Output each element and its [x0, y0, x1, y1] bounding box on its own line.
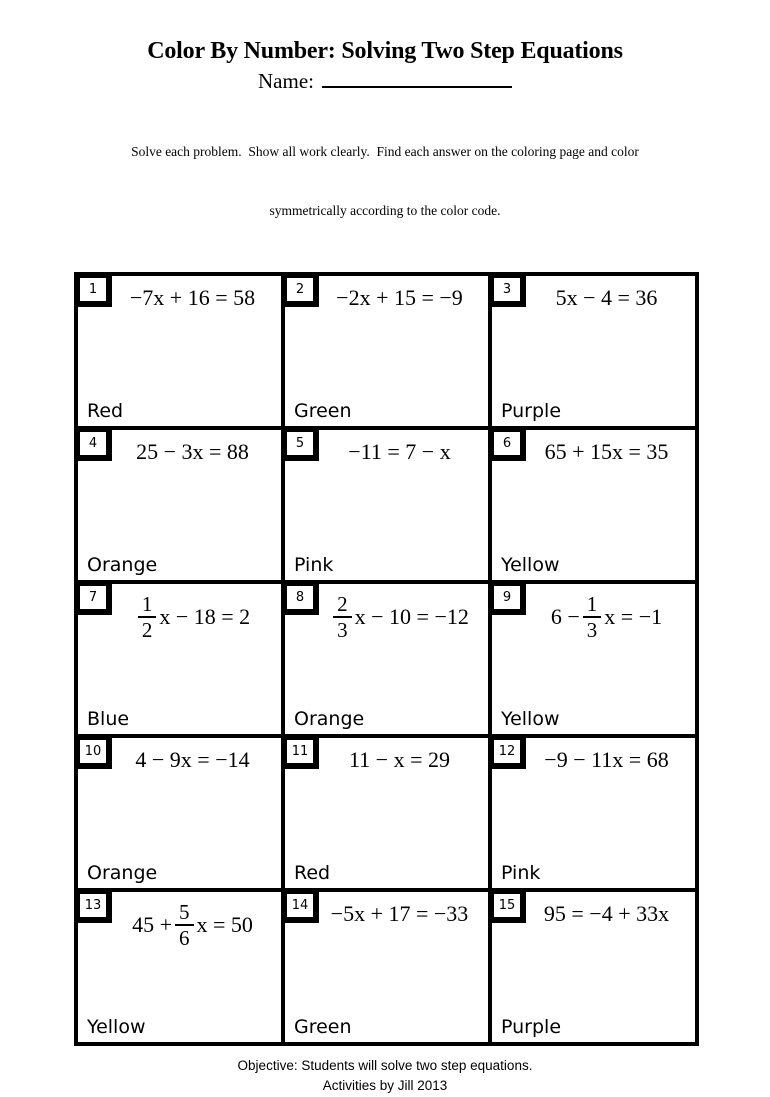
color-label: Pink — [294, 554, 333, 576]
problem-number-badge — [492, 276, 526, 307]
problem-number-badge — [492, 892, 526, 923]
problem-number: 4 — [89, 436, 97, 451]
problem-cell — [285, 276, 488, 426]
problem-number: 14 — [292, 898, 309, 913]
problem-number: 10 — [85, 744, 102, 759]
fraction-denominator: 3 — [583, 616, 602, 641]
problem-number-badge — [285, 738, 319, 769]
fraction-denominator: 3 — [333, 616, 352, 641]
page-title: Color By Number: Solving Two Step Equations — [0, 38, 770, 65]
equation-text: x − 18 = 2 — [159, 604, 250, 630]
problems-grid — [74, 272, 699, 1046]
problem-number: 3 — [503, 282, 511, 297]
color-label: Green — [294, 400, 352, 422]
work-area[interactable] — [84, 798, 275, 856]
work-area[interactable] — [498, 336, 689, 394]
problem-cell — [492, 584, 695, 734]
problem-cell — [285, 892, 488, 1042]
problem-cell — [492, 276, 695, 426]
work-area[interactable] — [84, 952, 275, 1010]
color-label: Orange — [87, 862, 157, 884]
instructions-line-2: symmetrically according to the color code. — [0, 201, 770, 221]
problem-number: 1 — [89, 282, 97, 297]
instructions-line-1: Solve each problem. Show all work clearly. Find each answer on the coloring page and color — [0, 142, 770, 162]
work-area[interactable] — [84, 644, 275, 702]
problem-cell — [492, 738, 695, 888]
equation-text: 95 = −4 + 33x — [544, 901, 669, 927]
equation-text: x = −1 — [604, 604, 662, 630]
problem-cell — [78, 430, 281, 580]
color-label: Blue — [87, 708, 129, 730]
problem-cell — [78, 276, 281, 426]
problem-number: 7 — [89, 590, 97, 605]
fraction-denominator: 6 — [175, 924, 194, 949]
problem-cell — [78, 738, 281, 888]
footer-credit: Activities by Jill 2013 — [0, 1076, 770, 1097]
footer — [0, 1056, 770, 1097]
equation-text: −11 = 7 − x — [348, 439, 450, 465]
problem-number: 5 — [296, 436, 304, 451]
fraction-numerator: 2 — [333, 593, 352, 616]
work-area[interactable] — [498, 798, 689, 856]
color-label: Orange — [87, 554, 157, 576]
color-label: Purple — [501, 1016, 561, 1038]
fraction — [175, 901, 194, 949]
fraction-denominator: 2 — [138, 616, 157, 641]
problem-cell — [78, 584, 281, 734]
fraction-numerator: 1 — [583, 593, 602, 616]
problem-number-badge — [285, 430, 319, 461]
equation-text: 45 + — [132, 912, 172, 938]
name-blank-line[interactable] — [322, 68, 512, 88]
equation-text: −2x + 15 = −9 — [336, 285, 463, 311]
instructions — [0, 103, 770, 260]
work-area[interactable] — [291, 798, 482, 856]
problem-cell — [285, 738, 488, 888]
fraction-numerator: 5 — [175, 901, 194, 924]
problem-number-badge — [285, 276, 319, 307]
work-area[interactable] — [291, 490, 482, 548]
color-label: Pink — [501, 862, 540, 884]
problem-number-badge — [78, 276, 112, 307]
equation-text: 4 − 9x = −14 — [135, 747, 249, 773]
work-area[interactable] — [498, 490, 689, 548]
color-label: Purple — [501, 400, 561, 422]
problem-number-badge — [285, 892, 319, 923]
equation-text: 5x − 4 = 36 — [556, 285, 658, 311]
color-label: Red — [87, 400, 123, 422]
problem-number-badge — [78, 738, 112, 769]
work-area[interactable] — [291, 952, 482, 1010]
work-area[interactable] — [291, 644, 482, 702]
problem-number-badge — [78, 892, 112, 923]
problem-number-badge — [492, 584, 526, 615]
problem-number-badge — [285, 584, 319, 615]
fraction-numerator: 1 — [138, 593, 157, 616]
problem-cell — [285, 584, 488, 734]
color-label: Green — [294, 1016, 352, 1038]
problem-cell — [285, 430, 488, 580]
name-label: Name: — [258, 69, 314, 93]
color-label: Yellow — [87, 1016, 146, 1038]
problem-number: 15 — [499, 898, 516, 913]
equation-text: 11 − x = 29 — [349, 747, 450, 773]
equation-text: −7x + 16 = 58 — [130, 285, 255, 311]
equation-text: −5x + 17 = −33 — [331, 901, 469, 927]
color-label: Yellow — [501, 554, 560, 576]
problem-cell — [492, 892, 695, 1042]
color-label: Yellow — [501, 708, 560, 730]
equation-text: 65 + 15x = 35 — [545, 439, 669, 465]
equation-text: 25 − 3x = 88 — [136, 439, 249, 465]
problem-number: 8 — [296, 590, 304, 605]
color-label: Orange — [294, 708, 364, 730]
fraction — [333, 593, 352, 641]
problem-number-badge — [492, 430, 526, 461]
work-area[interactable] — [498, 644, 689, 702]
problem-number-badge — [78, 430, 112, 461]
problem-cell — [492, 430, 695, 580]
problem-number-badge — [78, 584, 112, 615]
work-area[interactable] — [84, 490, 275, 548]
equation-text: x = 50 — [197, 912, 253, 938]
color-label: Red — [294, 862, 330, 884]
fraction — [138, 593, 157, 641]
footer-objective: Objective: Students will solve two step equations. — [0, 1056, 770, 1077]
work-area[interactable] — [84, 336, 275, 394]
work-area[interactable] — [291, 336, 482, 394]
equation-text: −9 − 11x = 68 — [544, 747, 668, 773]
problem-number: 6 — [503, 436, 511, 451]
worksheet-page — [0, 38, 770, 1062]
work-area[interactable] — [498, 952, 689, 1010]
problem-number: 9 — [503, 590, 511, 605]
problem-cell — [78, 892, 281, 1042]
fraction — [583, 593, 602, 641]
problem-number: 11 — [292, 744, 309, 759]
equation-text: x − 10 = −12 — [355, 604, 469, 630]
equation-text: 6 − — [551, 604, 580, 630]
problem-number: 13 — [85, 898, 102, 913]
problem-number-badge — [492, 738, 526, 769]
problem-number: 2 — [296, 282, 304, 297]
name-row — [0, 68, 770, 94]
problem-number: 12 — [499, 744, 516, 759]
